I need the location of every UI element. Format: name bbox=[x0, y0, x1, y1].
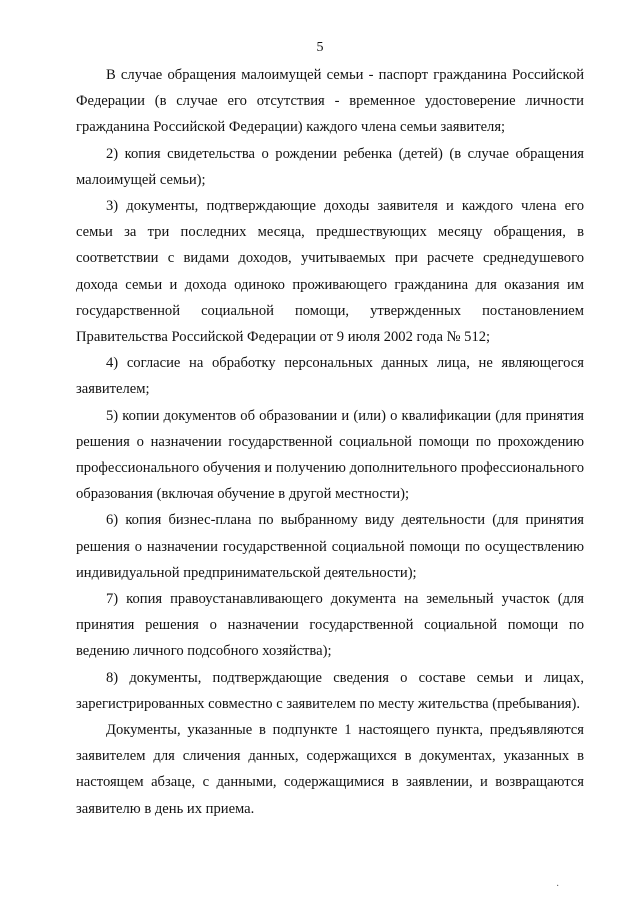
page-number: 5 bbox=[316, 40, 324, 55]
paragraph-item-4: 4) согласие на обработку персональных данных лица, не являющегося заявителем; bbox=[76, 355, 584, 398]
paragraph-item-3: 3) документы, подтверждающие доходы заявителя и каждого члена его семьи за три последних месяца, предшествующих месяцу обращения, в соответствии с видами доходов, учитываемых при расчете среднедушевого дохода семьи и дохода одиноко проживающего гражданина для оказания им государственной социальной помощи, утвержденных постановлением Правительства Российской Федерации от 9 июля 2002 года № 512; bbox=[76, 198, 584, 346]
scan-speck: · bbox=[556, 881, 560, 892]
paragraph-item-5: 5) копии документов об образовании и (или) о квалификации (для принятия решения о назначении государственной социальной помощи по прохождению профессионального обучения и получению дополнительного профессионального образования (включая обучение в другой местности); bbox=[76, 407, 584, 503]
paragraph-item-6: 6) копия бизнес-плана по выбранному виду деятельности (для принятия решения о назначении государственной социальной помощи по осуществлению индивидуальной предпринимательской деятельности); bbox=[76, 512, 584, 581]
paragraph-item-8: 8) документы, подтверждающие сведения о составе семьи и лицах, зарегистрированных совместно с заявителем по месту жительства (пребывания). bbox=[76, 669, 584, 712]
paragraph-item-2: 2) копия свидетельства о рождении ребенка (детей) (в случае обращения малоимущей семьи); bbox=[76, 145, 584, 188]
paragraph-item-7: 7) копия правоустанавливающего документа на земельный участок (для принятия решения о назначении государственной социальной помощи по ведению личного подсобного хозяйства); bbox=[76, 591, 584, 660]
paragraph-documents-note: Документы, указанные в подпункте 1 настоящего пункта, предъявляются заявителем для сличения данных, содержащихся в документах, указанных в настоящем абзаце, с данными, содержащимися в заявлении, и возвращаются заявителю в день их приема. bbox=[76, 722, 584, 817]
paragraph-passport: В случае обращения малоимущей семьи - паспорт гражданина Российской Федерации (в случае его отсутствия - временное удостоверение личности гражданина Российской Федерации) каждого члена семьи заявителя; bbox=[76, 67, 584, 136]
document-body bbox=[76, 62, 584, 822]
